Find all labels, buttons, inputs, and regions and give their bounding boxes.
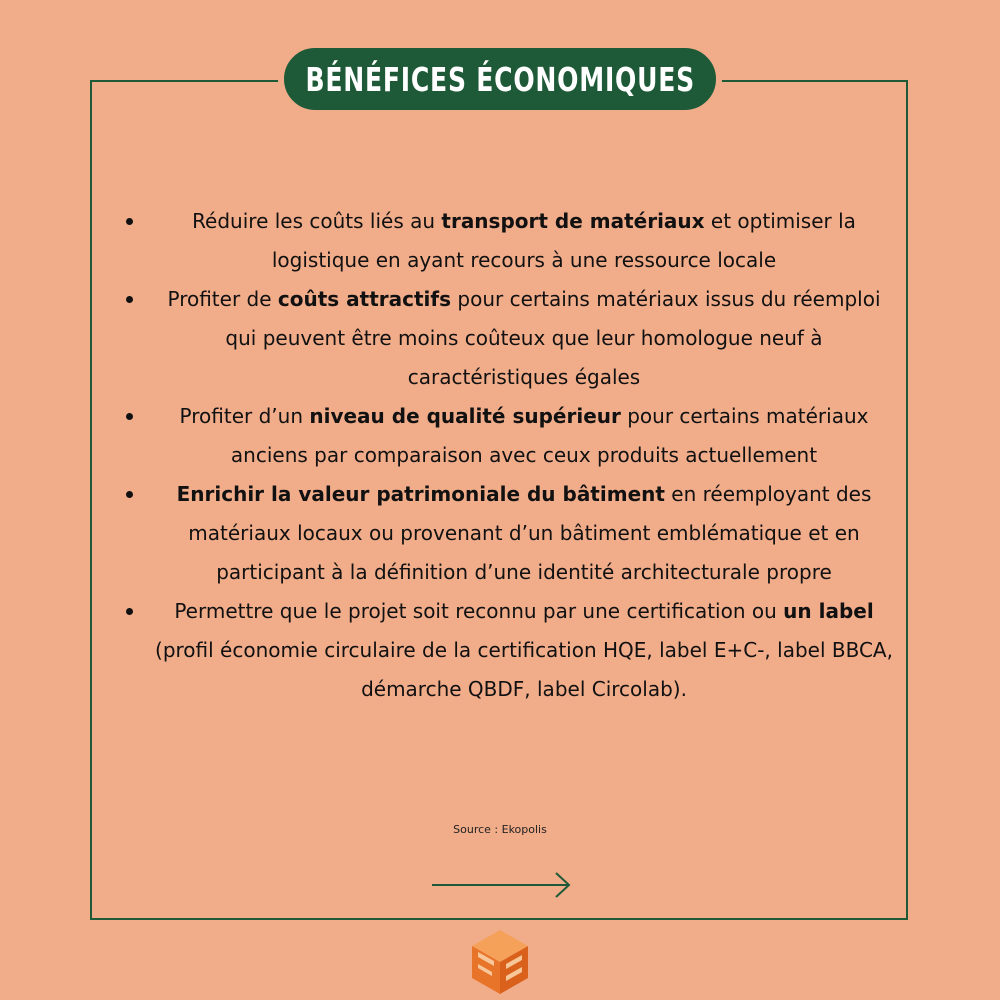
brand-logo-icon <box>468 928 532 996</box>
item-highlight: transport de matériaux <box>441 209 705 233</box>
item-text: en réemployant des matériaux locaux ou provenant d’un bâtiment emblématique et en participant à la définition d’une identité architecturale propre <box>188 482 872 584</box>
bullet-icon <box>126 413 133 420</box>
benefits-list <box>114 202 894 709</box>
list-item <box>114 202 894 280</box>
item-highlight: un label <box>783 599 874 623</box>
bullet-icon <box>126 296 133 303</box>
bullet-icon <box>126 491 133 498</box>
page-title: BÉNÉFICES ÉCONOMIQUES <box>305 59 695 99</box>
source-credit: Source : Ekopolis <box>453 823 547 836</box>
bullet-icon <box>126 608 133 615</box>
title-badge <box>278 42 722 116</box>
item-text: pour certains matériaux anciens par comparaison avec ceux produits actuellement <box>230 404 869 467</box>
list-item <box>114 475 894 592</box>
item-text: et optimiser la logistique en ayant recours à une ressource locale <box>271 209 856 272</box>
list-item <box>114 397 894 475</box>
item-highlight: coûts attractifs <box>277 287 452 311</box>
item-text: pour certains matériaux issus du réemploi qui peuvent être moins coûteux que leur homologue neuf à caractéristiques égales <box>225 287 881 389</box>
list-item <box>114 592 894 709</box>
arrow-right-icon[interactable] <box>430 868 574 902</box>
item-text: (profil économie circulaire de la certification HQE, label E+C-, label BBCA, démarche QBDF, label Circolab). <box>155 638 893 701</box>
list-item <box>114 280 894 397</box>
item-highlight: Enrichir la valeur patrimoniale du bâtiment <box>176 482 665 506</box>
item-text: Réduire les coûts liés au <box>192 209 442 233</box>
item-highlight: niveau de qualité supérieur <box>309 404 621 428</box>
item-text: Profiter d’un <box>179 404 310 428</box>
item-text: Permettre que le projet soit reconnu par une certification ou <box>174 599 784 623</box>
bullet-icon <box>126 218 133 225</box>
item-text: Profiter de <box>167 287 278 311</box>
